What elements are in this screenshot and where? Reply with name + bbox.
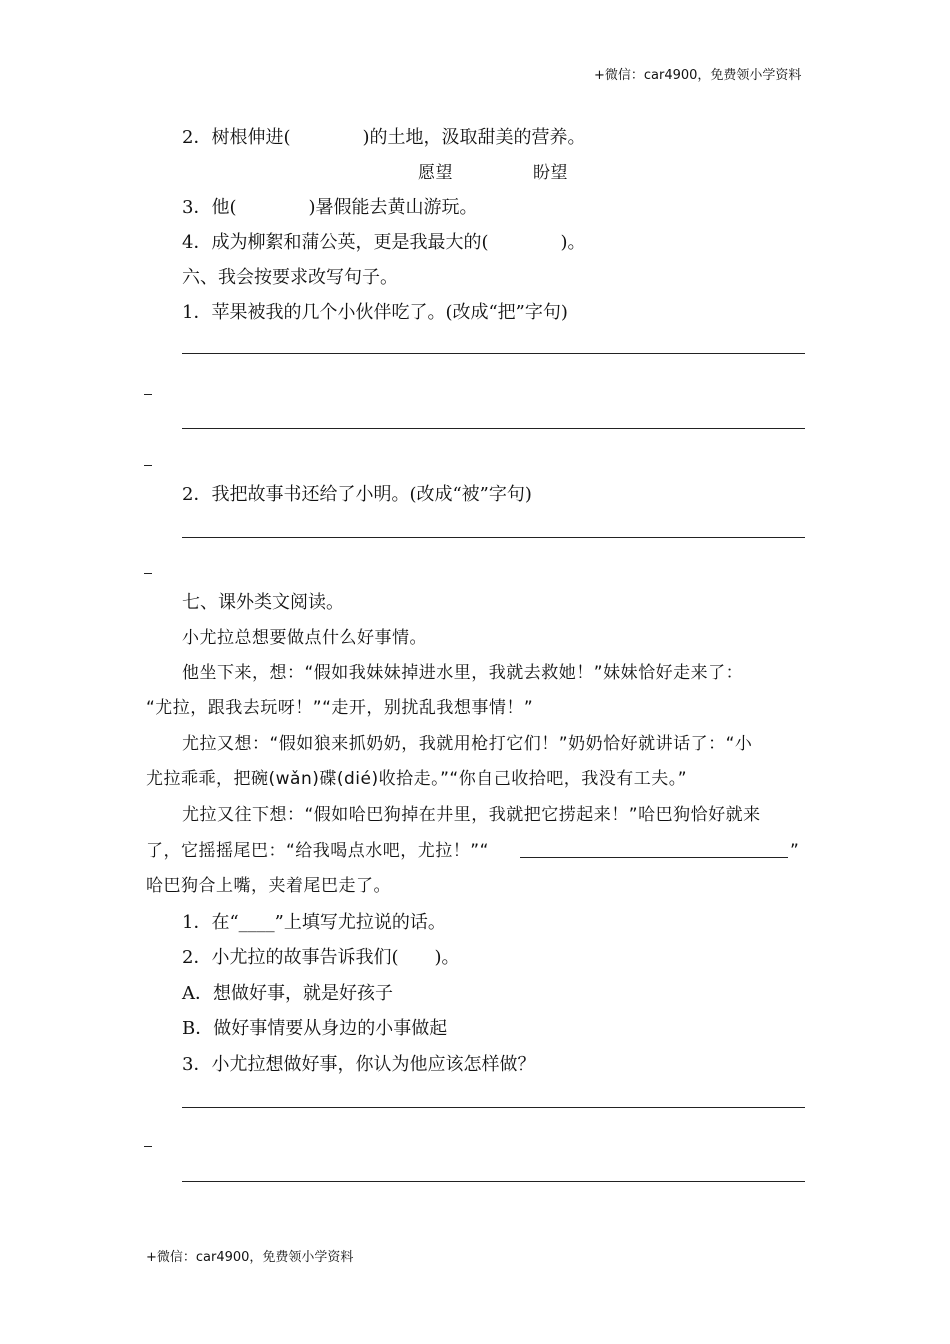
header-watermark: +微信：car4900，免费领小学资料 — [594, 68, 802, 83]
passage-line: “尤拉，跟我去玩呀！”“走开，别扰乱我想事情！” — [146, 698, 534, 718]
passage-line: 尤拉又往下想：“假如哈巴狗掉在井里，我就把它捞起来！”哈巴狗恰好就来 — [182, 805, 761, 825]
passage-line: 尤拉乖乖，把碗(wǎn)碟(dié)收拾走。”“你自己收拾吧，我没有工夫。” — [146, 769, 688, 789]
word-option-1: 愿望 — [418, 163, 453, 183]
passage-line: 尤拉又想：“假如狼来抓奶奶，我就用枪打它们！”奶奶恰好就讲话了：“小 — [182, 734, 753, 754]
question-6-2: 2．我把故事书还给了小明。(改成“被”字句) — [182, 484, 532, 505]
word-option-2: 盼望 — [533, 163, 568, 183]
passage-quote-end: ” — [790, 841, 800, 861]
question-6-1: 1．苹果被我的几个小伙伴吃了。(改成“把”字句) — [182, 302, 568, 323]
passage-line: 了，它摇摇尾巴：“给我喝点水吧，尤拉！”“ — [146, 841, 489, 861]
passage-line: 哈巴狗合上嘴，夹着尾巴走了。 — [146, 876, 391, 896]
answer-line[interactable] — [182, 1107, 805, 1108]
passage-line: 他坐下来，想：“假如我妹妹掉进水里，我就去救她！”妹妹恰好走来了： — [182, 663, 744, 683]
question-5-3: 3．他( )暑假能去黄山游玩。 — [182, 197, 478, 218]
question-7-3: 3．小尤拉想做好事，你认为他应该怎样做？ — [182, 1054, 536, 1075]
section-6-title: 六、我会按要求改写句子。 — [182, 267, 398, 288]
footer-watermark: +微信：car4900，免费领小学资料 — [146, 1250, 354, 1265]
option-b: B．做好事情要从身边的小事做起 — [182, 1018, 448, 1039]
passage-line: 小尤拉总想要做点什么好事情。 — [182, 628, 427, 648]
fill-in-blank[interactable] — [520, 857, 788, 858]
question-7-2: 2．小尤拉的故事告诉我们( )。 — [182, 947, 460, 968]
line-dash — [144, 394, 152, 395]
answer-line[interactable] — [182, 428, 805, 429]
line-dash — [144, 465, 152, 466]
question-5-2: 2．树根伸进( )的土地，汲取甜美的营养。 — [182, 127, 586, 148]
line-dash — [144, 573, 152, 574]
answer-line[interactable] — [182, 353, 805, 354]
line-dash — [144, 1146, 152, 1147]
answer-line[interactable] — [182, 537, 805, 538]
option-a: A．想做好事，就是好孩子 — [182, 983, 393, 1004]
section-7-title: 七、课外类文阅读。 — [182, 592, 344, 613]
question-5-4: 4．成为柳絮和蒲公英，更是我最大的( )。 — [182, 232, 586, 253]
answer-line[interactable] — [182, 1181, 805, 1182]
question-7-1: 1．在“____”上填写尤拉说的话。 — [182, 912, 446, 933]
